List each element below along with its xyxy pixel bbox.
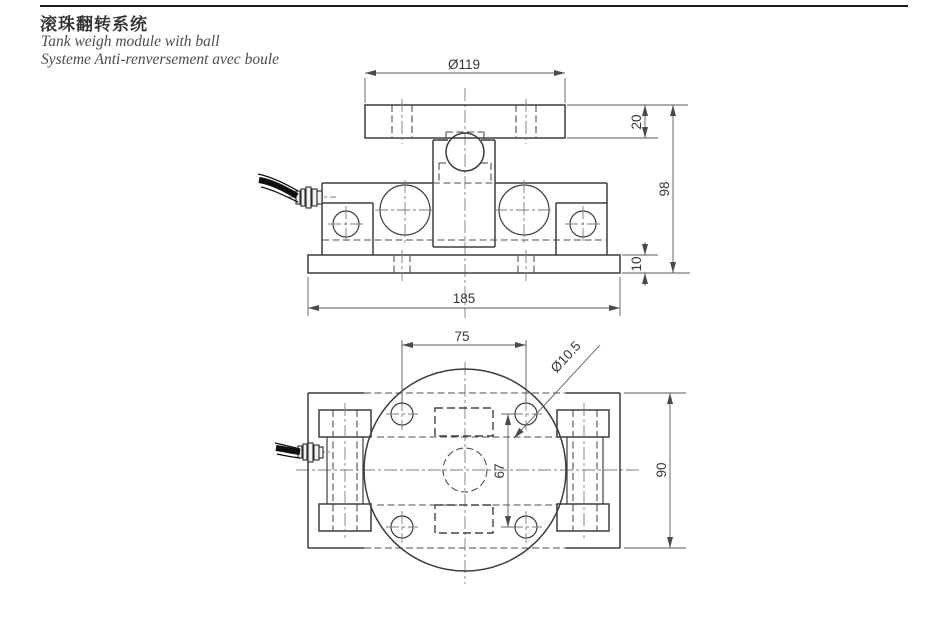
base-plate-side: [308, 250, 620, 281]
dim-plate-depth: [624, 393, 686, 548]
end-block-right-side: [556, 203, 607, 255]
dim-label-98: 98: [657, 181, 672, 197]
cable-gland-plan: [275, 443, 330, 462]
elevation-view: [258, 57, 690, 318]
bolt-holes-plan: [386, 398, 542, 543]
dim-label-dia119: Ø119: [447, 57, 481, 72]
title-chinese: 滚珠翻转系统: [40, 15, 148, 35]
title-english: Tank weigh module with ball: [41, 33, 220, 50]
dim-right-stack: [567, 105, 690, 286]
dim-label-dia105: Ø10.5: [547, 338, 584, 376]
dim-label-67: 67: [492, 463, 507, 479]
dim-hole-pitch-y: [492, 414, 516, 527]
dim-hole-pitch-x: [402, 329, 526, 406]
dim-base-width: [308, 277, 620, 316]
dim-label-75: 75: [454, 329, 470, 344]
load-cell-body-side: [322, 180, 607, 255]
ball-pedestal-side: [433, 140, 495, 247]
dim-label-10: 10: [629, 256, 644, 272]
clamp-block-right-plan: [557, 403, 609, 538]
pedestal-hidden-bottom: [435, 505, 493, 533]
dim-label-185: 185: [452, 291, 476, 306]
clamp-block-left-plan: [319, 403, 371, 538]
end-block-left-side: [322, 203, 373, 255]
plan-view: [275, 329, 686, 584]
title-french: Systeme Anti-renversement avec boule: [41, 51, 280, 68]
dim-label-20: 20: [629, 114, 644, 130]
dim-label-90: 90: [654, 462, 669, 478]
pedestal-hidden-top: [435, 408, 493, 436]
